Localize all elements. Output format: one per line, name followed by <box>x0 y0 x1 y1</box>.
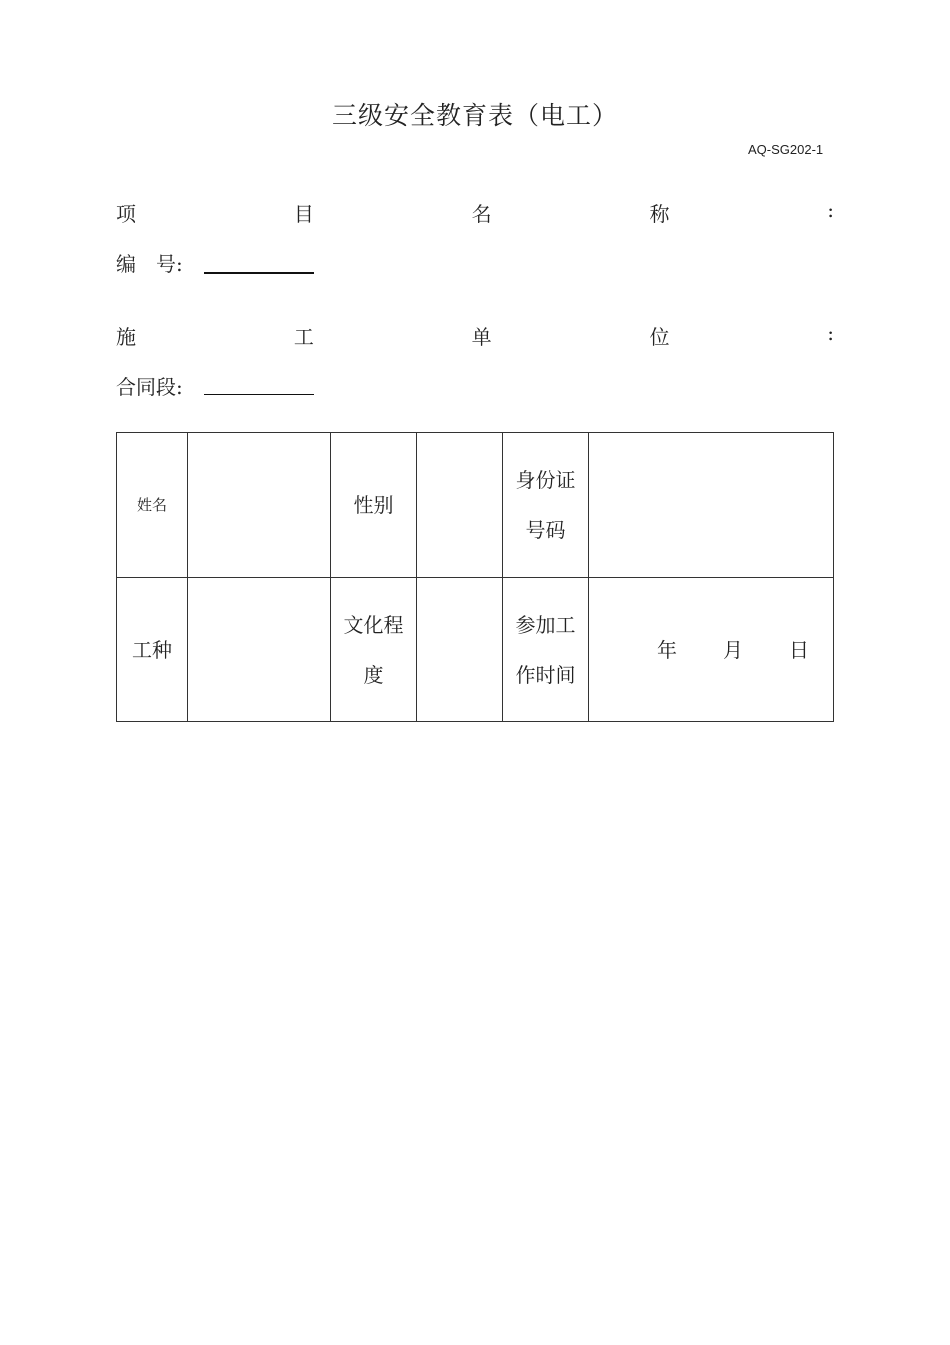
gender-field[interactable] <box>417 433 503 578</box>
name-field[interactable] <box>188 433 331 578</box>
date-month-label: 月 <box>723 637 743 662</box>
gender-label: 性别 <box>331 433 417 578</box>
table-row <box>117 578 834 722</box>
name-label: 姓名 <box>117 433 188 578</box>
contractor-label-char: 施 <box>116 325 136 349</box>
number-label: 编 号: <box>116 252 183 276</box>
trade-field[interactable] <box>188 578 331 722</box>
project-name-label-char: 名 <box>471 202 492 226</box>
education-label-line: 文化程 <box>343 612 404 637</box>
page-title: 三级安全教育表（电工） <box>331 101 618 130</box>
education-field[interactable] <box>417 578 503 722</box>
personal-info-table <box>116 432 834 722</box>
table-row <box>117 433 834 578</box>
contractor-label-char: : <box>827 321 834 345</box>
contractor-label-char: 工 <box>293 325 314 349</box>
date-year-label: 年 <box>657 637 677 662</box>
form-code: AQ-SG202-1 <box>748 142 824 157</box>
work-start-label-line: 作时间 <box>515 662 576 687</box>
education-label-line: 度 <box>363 662 384 687</box>
contract-section-label: 合同段: <box>116 375 183 399</box>
trade-label: 工种 <box>117 578 188 722</box>
contract-section-row <box>116 371 183 400</box>
id-number-field[interactable] <box>589 433 834 578</box>
work-start-label-line: 参加工 <box>515 612 576 637</box>
education-label <box>331 578 417 722</box>
date-parts <box>589 625 833 675</box>
work-start-label <box>503 578 589 722</box>
project-name-row <box>116 198 834 227</box>
id-number-label-line: 身份证 <box>515 468 576 492</box>
contractor-row <box>116 321 834 350</box>
project-name-label-char: 称 <box>649 202 670 226</box>
number-field[interactable] <box>204 272 314 274</box>
id-number-label <box>503 433 589 578</box>
date-day-label: 日 <box>789 637 809 662</box>
contractor-label-char: 位 <box>649 325 670 349</box>
project-name-label-char: 目 <box>293 202 314 226</box>
project-name-label-char: : <box>827 198 834 222</box>
contractor-label-char: 单 <box>471 325 492 349</box>
number-row <box>116 248 183 277</box>
project-name-label-char: 项 <box>116 202 136 226</box>
contract-section-field[interactable] <box>204 394 314 395</box>
work-start-date-field[interactable] <box>589 578 834 722</box>
id-number-label-line: 号码 <box>525 518 566 542</box>
